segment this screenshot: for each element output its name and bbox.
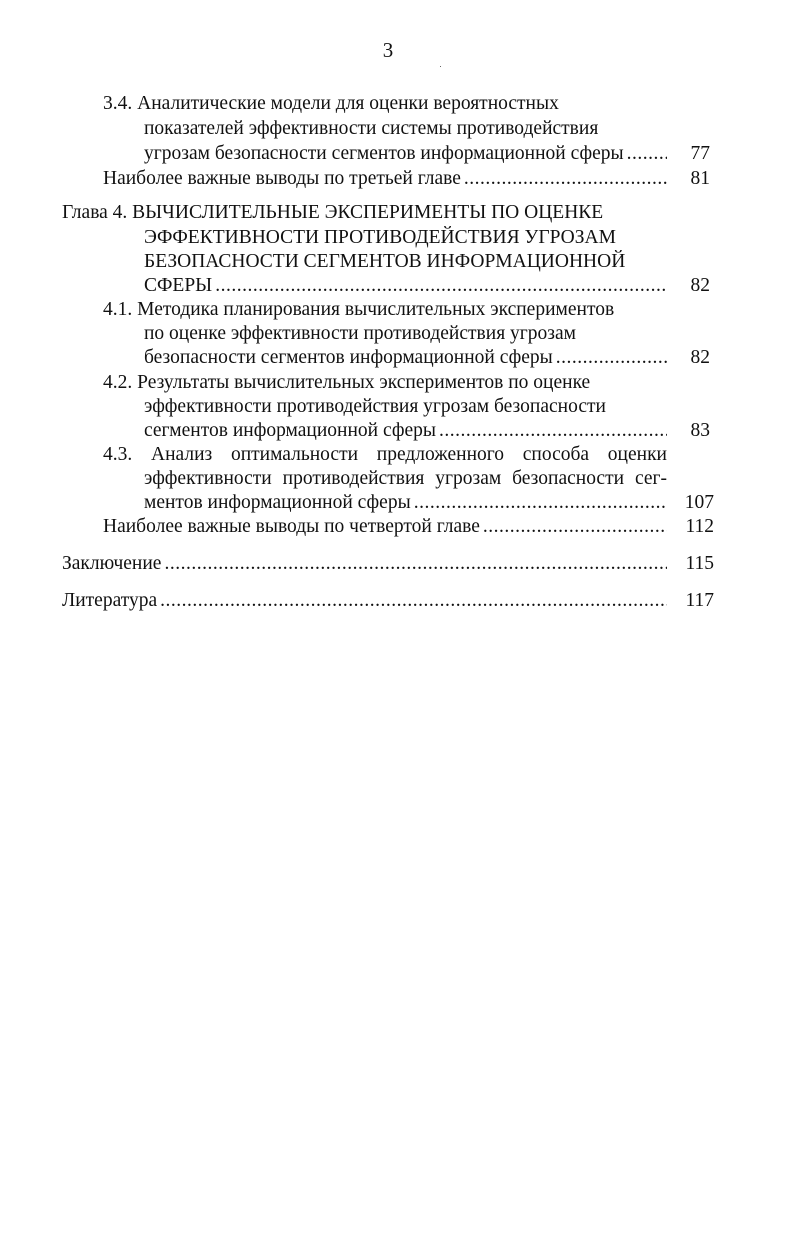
toc-entry-conclusions-ch3-page: 81 <box>690 168 710 189</box>
dot-leader <box>439 419 667 443</box>
toc-entry-conclusion <box>62 552 667 576</box>
toc-entry-4-3-line-1: 4.3. Анализ оптимальности предложенного способа оценки <box>103 444 667 465</box>
toc-entry-conclusions-ch4 <box>103 515 667 539</box>
toc-entry-4-3-page: 107 <box>684 492 714 513</box>
toc-entry-conclusions-ch3-text: Наиболее важные выводы по третьей главе <box>103 168 461 189</box>
dot-leader <box>483 515 667 539</box>
toc-entry-4-1-line-1: 4.1. Методика планирования вычислительных экспериментов <box>103 299 615 320</box>
toc-entry-4-1-line-3 <box>144 346 667 370</box>
toc-entry-conclusions-ch3 <box>103 167 667 191</box>
toc-entry-3-4-page: 77 <box>690 143 710 164</box>
toc-entry-literature <box>62 589 667 613</box>
toc-entry-4-3-line-3-text: ментов информационной сферы <box>144 492 411 513</box>
toc-chapter-4-line-4-text: СФЕРЫ <box>144 275 213 296</box>
toc-entry-literature-page: 117 <box>685 590 714 611</box>
toc-entry-3-4-line-1: 3.4. Аналитические модели для оценки вероятностных <box>103 93 559 114</box>
scan-speck <box>440 66 441 67</box>
dot-leader <box>164 552 667 576</box>
dot-leader <box>414 491 667 515</box>
dot-leader <box>627 142 667 166</box>
toc-entry-4-2-line-3-text: сегментов информационной сферы <box>144 420 436 441</box>
toc-entry-4-2-line-3 <box>144 419 667 443</box>
toc-entry-4-3-line-3 <box>144 491 667 515</box>
toc-entry-4-1-page: 82 <box>690 347 710 368</box>
toc-entry-3-4-line-3-text: угрозам безопасности сегментов информационной сферы <box>144 143 624 164</box>
toc-chapter-4-line-2: ЭФФЕКТИВНОСТИ ПРОТИВОДЕЙСТВИЯ УГРОЗАМ <box>144 227 616 248</box>
toc-entry-3-4-line-3 <box>144 142 667 166</box>
toc-entry-conclusions-ch4-text: Наиболее важные выводы по четвертой главе <box>103 516 480 537</box>
dot-leader <box>464 167 667 191</box>
toc-entry-conclusion-page: 115 <box>685 553 714 574</box>
toc-entry-4-1-line-3-text: безопасности сегментов информационной сферы <box>144 347 553 368</box>
toc-entry-conclusion-text: Заключение <box>62 553 162 574</box>
dot-leader <box>160 589 667 613</box>
toc-entry-4-1-line-2: по оценке эффективности противодействия угрозам <box>144 323 576 344</box>
toc-chapter-4-page: 82 <box>690 275 710 296</box>
toc-entry-conclusions-ch4-page: 112 <box>685 516 714 537</box>
toc-chapter-4-line-1: Глава 4. ВЫЧИСЛИТЕЛЬНЫЕ ЭКСПЕРИМЕНТЫ ПО ОЦЕНКЕ <box>62 202 604 223</box>
toc-chapter-4-line-4 <box>144 274 667 298</box>
toc-entry-4-2-line-2: эффективности противодействия угрозам безопасности <box>144 396 606 417</box>
dot-leader <box>215 274 667 298</box>
toc-entry-3-4-line-2: показателей эффективности системы противодействия <box>144 118 599 139</box>
toc-entry-4-2-page: 83 <box>690 420 710 441</box>
toc-chapter-4-line-3: БЕЗОПАСНОСТИ СЕГМЕНТОВ ИНФОРМАЦИОННОЙ <box>144 251 626 272</box>
toc-entry-literature-text: Литература <box>62 590 158 611</box>
toc-entry-4-3-line-2: эффективности противодействия угрозам безопасности сег- <box>144 468 667 489</box>
page-number: 3 <box>382 38 394 62</box>
toc-entry-4-2-line-1: 4.2. Результаты вычислительных экспериментов по оценке <box>103 372 591 393</box>
dot-leader <box>556 346 667 370</box>
